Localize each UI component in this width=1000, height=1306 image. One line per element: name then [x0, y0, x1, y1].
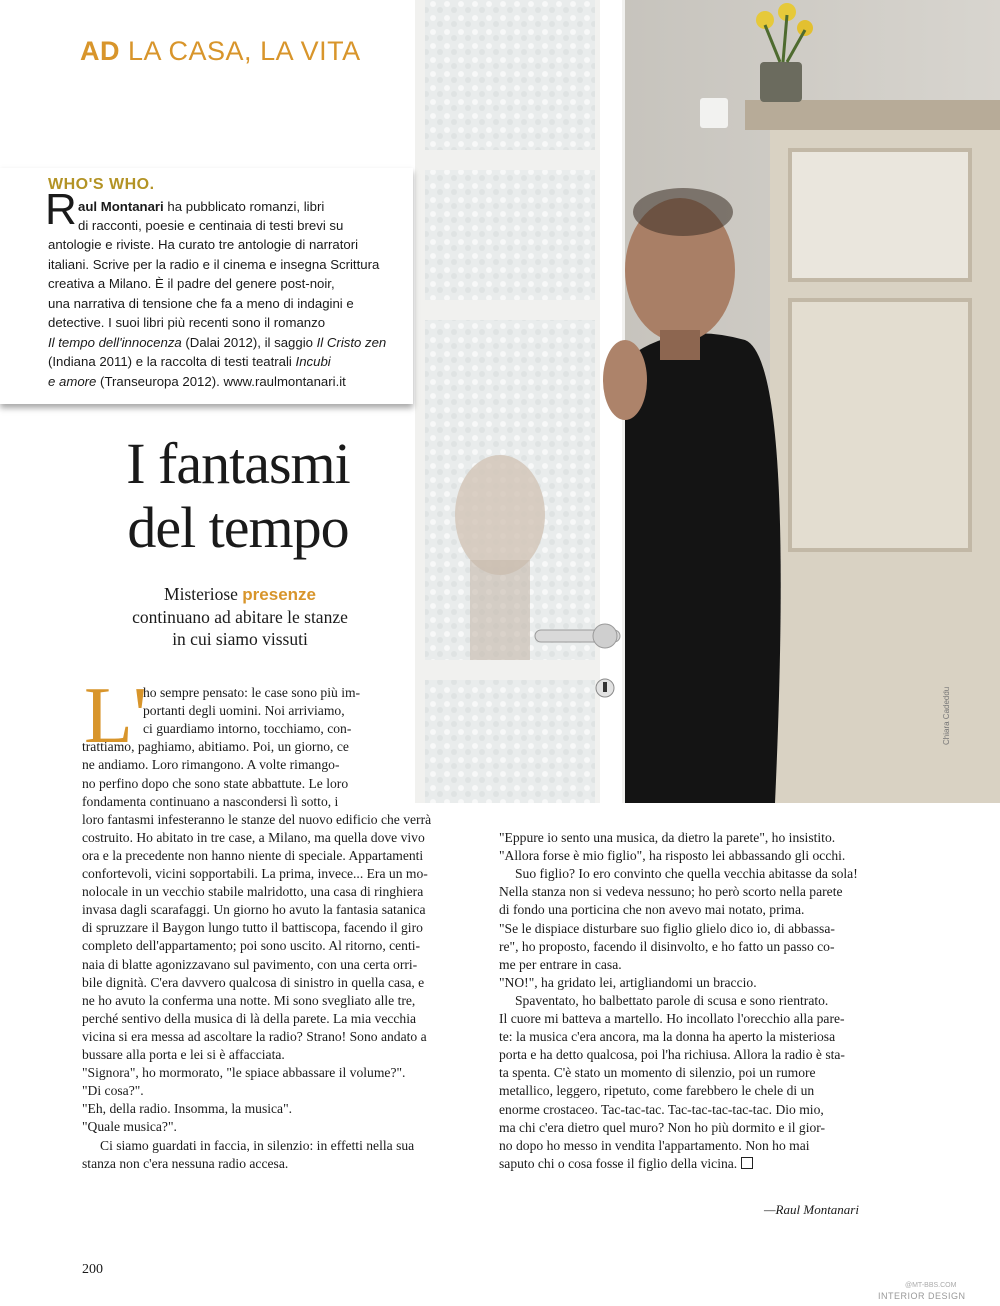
article-line: me per entrare in casa. [499, 956, 622, 972]
article-line: ta spenta. C'è stato un momento di silenzio, poi un rumore [499, 1065, 816, 1081]
article-line: re", ho proposto, facendo il disinvolto, e ho fatto un passo co- [499, 938, 835, 954]
article-line: "Allora forse è mio figlio", ha risposto lei abbassando gli occhi. [499, 848, 846, 864]
article-line: porta e ha detto qualcosa, poi l'ha richiusa. Allora la radio è sta- [499, 1047, 845, 1063]
whos-who-box [0, 168, 413, 404]
article-title-line: del tempo [127, 495, 349, 560]
subtitle-line: in cui siamo vissuti [172, 629, 308, 649]
article-line: "Quale musica?". [82, 1119, 177, 1135]
whos-who-line: creativa a Milano. È il padre del genere post-noir, [48, 276, 335, 291]
subtitle-highlight: presenze [242, 585, 316, 604]
whos-who-dropcap: R [45, 185, 77, 234]
article-line: enorme crostaceo. Tac-tac-tac. Tac-tac-tac-tac-tac. Dio mio, [499, 1101, 824, 1117]
article-line: completo dell'appartamento; poi sono uscito. Al ritorno, centi- [82, 938, 421, 954]
article-line: bussare alla porta e lei si è affacciata. [82, 1047, 285, 1062]
whos-who-line: (Indiana 2011) e la raccolta di testi teatrali Incubi [48, 354, 331, 369]
article-line: naia di blatte agonizzavano sul pavimento, con una certa orri- [82, 956, 418, 972]
article-line: portanti degli uomini. Noi arriviamo, [143, 703, 345, 719]
end-mark-icon [741, 1157, 753, 1169]
article-line: di fondo una porticina che non avevo mai notato, prima. [499, 902, 805, 918]
watermark-site: @MT-BBS.COM [905, 1282, 957, 1289]
whos-who-line: e amore (Transeuropa 2012). www.raulmontanari.it [48, 374, 346, 389]
article-line: trattiamo, paghiamo, abitiamo. Poi, un giorno, ce [82, 739, 349, 755]
whos-who-line: di racconti, poesie e centinaia di testi brevi su [78, 218, 344, 233]
author-signature: —Raul Montanari [764, 1202, 859, 1217]
article-line: "NO!", ha gridato lei, artigliandomi un braccio. [499, 974, 757, 990]
whos-who-line: antologie e riviste. Ha curato tre antologie di narratori [48, 237, 359, 252]
article-line: ho sempre pensato: le case sono più im- [143, 685, 361, 700]
article-line: no perfino dopo che sono state abbattute. Le loro [82, 775, 349, 791]
article-line: saputo chi o cosa fosse il figlio della vicina. [499, 1155, 753, 1173]
article-line: nolocale in un vecchio stabile malridotto, una casa di ringhiera [82, 884, 424, 900]
article-line: confortevoli, vicini sopportabili. La prima, invece... Era un mo- [82, 866, 428, 881]
article-line: bile dignità. C'era davvero qualcosa di sinistro in quella casa, e [82, 974, 425, 990]
article-line: Il cuore mi batteva a martello. Ho incollato l'orecchio alla pare- [499, 1011, 845, 1026]
article-line: Suo figlio? Io ero convinto che quella vecchia abitasse da sola! [515, 866, 858, 882]
portrait-photo [415, 0, 1000, 803]
article-line: loro fantasmi infesteranno le stanze del nuovo edificio che verrà [82, 811, 432, 827]
whos-who-line: detective. I suoi libri più recenti sono il romanzo [48, 315, 326, 330]
article-line: ora e la precedente non hanno niente di speciale. Appartamenti [82, 847, 424, 863]
article-line: "Se le dispiace disturbare suo figlio glielo dico io, di abbassa- [499, 920, 835, 936]
article-line: ma chi c'era dietro quel muro? Non ho più dormito e il gior- [499, 1119, 826, 1135]
article-line: Spaventato, ho balbettato parole di scusa e sono rientrato. [515, 992, 829, 1008]
article-line: costruito. Ho abitato in tre case, a Milano, ma quella dove vivo [82, 829, 425, 845]
whos-who-line: italiani. Scrive per la radio e il cinema e insegna Scrittura [48, 257, 380, 272]
whos-who-line: una narrativa di tensione che fa a meno di indagini e [48, 296, 354, 311]
article-line: Nella stanza non si vedeva nessuno; ho però scorto nella parete [499, 884, 843, 900]
section-header [80, 36, 361, 67]
section-name: LA CASA, LA VITA [128, 36, 361, 66]
article-line: fondamenta continuano a nascondersi lì sotto, i [82, 793, 339, 809]
article-line: perché sentivo della musica di là della parete. La mia vecchia [82, 1010, 417, 1026]
photo-illustration [415, 0, 1000, 803]
article-line: ci guardiamo intorno, tocchiamo, con- [143, 721, 352, 737]
article-line: ne andiamo. Loro rimangono. A volte rimango- [82, 757, 340, 773]
whos-who-line: aul Montanari ha pubblicato romanzi, libri [78, 199, 325, 214]
article-line: invasa dagli scarafaggi. Un giorno ho avuto la fantasia satanica [82, 902, 426, 918]
page-number: 200 [82, 1262, 103, 1277]
whos-who-line: Il tempo dell'innocenza (Dalai 2012), il saggio Il Cristo zen [48, 335, 387, 350]
article-line: "Eh, della radio. Insomma, la musica". [82, 1101, 293, 1117]
article-subtitle [60, 583, 420, 650]
article-line: "Di cosa?". [82, 1083, 144, 1099]
article-line: te: la musica c'era ancora, ma la donna ha aperto la misteriosa [499, 1029, 836, 1045]
whos-who-title: WHO'S WHO. [48, 176, 155, 193]
subtitle-line: continuano ad abitare le stanze [132, 607, 348, 627]
article-line: Ci siamo guardati in faccia, in silenzio: in effetti nella sua [100, 1137, 415, 1153]
article-line: vicina si era messa ad ascoltare la radio? Strano! Sono andato a [82, 1028, 427, 1044]
article-title-line: I fantasmi [126, 431, 350, 496]
article-line: stanza non c'era nessuna radio accesa. [82, 1155, 289, 1171]
photo-credit: Chiara Cadeddu [942, 686, 951, 745]
article-line: "Eppure io sento una musica, da dietro la parete", ho insistito. [499, 830, 836, 845]
article-dropcap: L' [84, 672, 148, 760]
article-line: di spruzzare il Baygon lungo tutto il battiscopa, facendo il giro [82, 920, 423, 936]
article-line: ne ho avuto la conferma una notte. Mi sono svegliato alle tre, [82, 992, 416, 1008]
article-line: "Signora", ho mormorato, "le spiace abbassare il volume?". [82, 1065, 406, 1081]
subtitle-line: Misteriose presenze [164, 584, 316, 604]
article-line: metallico, leggero, ripetuto, come farebbero le chele di un [499, 1083, 815, 1099]
article-title [88, 432, 388, 560]
magazine-brand: AD [80, 36, 120, 66]
watermark: INTERIOR DESIGN [878, 1291, 966, 1301]
article-line: no dopo ho messo in vendita l'appartamento. Non ho mai [499, 1137, 810, 1153]
